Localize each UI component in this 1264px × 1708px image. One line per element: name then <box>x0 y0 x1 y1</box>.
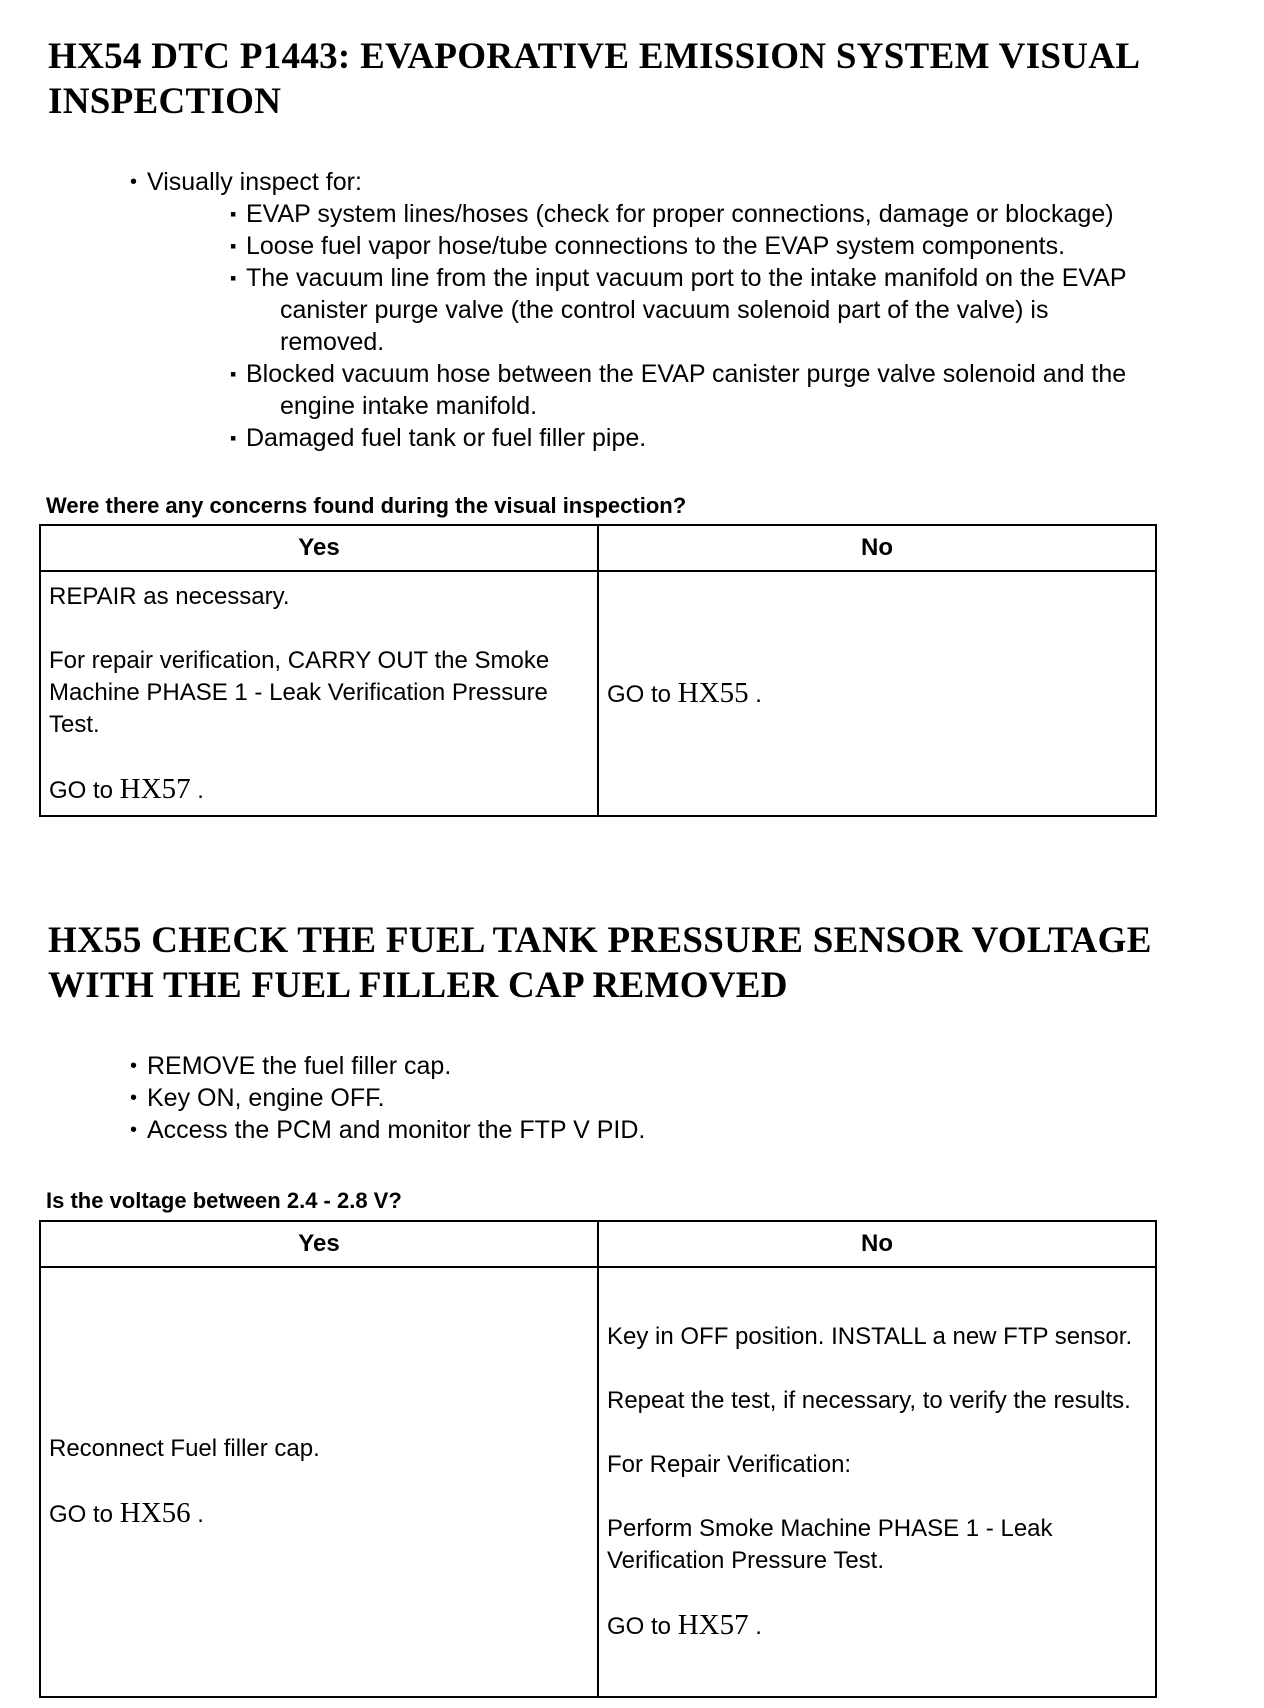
hx55-no-goto: GO to HX57 . <box>607 1609 762 1641</box>
hx54-item-vacuum-line-2: canister purge valve (the control vacuum solenoid part of the valve) is <box>280 296 1049 324</box>
hx54-item-blocked-hose-2: engine intake manifold. <box>280 392 538 420</box>
hx55-link[interactable]: HX55 <box>677 676 749 709</box>
hx55-no-install: Key in OFF position. INSTALL a new FTP sensor. <box>607 1323 1133 1350</box>
hx55-yes-reconnect: Reconnect Fuel filler cap. <box>49 1435 320 1462</box>
hx54-yes-verification: For repair verification, CARRY OUT the Smoke Machine PHASE 1 - Leak Verification Pressure Test. <box>49 646 550 738</box>
hx54-intro-item: • Visually inspect for: <box>0 166 1264 198</box>
hx54-item-vacuum-line-1: The vacuum line from the input vacuum port to the intake manifold on the EVAP <box>246 264 1127 292</box>
hx54-no-goto: GO to HX55 . <box>607 676 762 709</box>
hx54-item-vacuum-line-3: removed. <box>280 328 385 356</box>
hx55-no-repeat: Repeat the test, if necessary, to verify the results. <box>607 1387 1131 1414</box>
hx54-yes-header: Yes <box>40 525 598 571</box>
hx54-yes-goto: GO to HX57 . <box>49 772 204 805</box>
hx55-no-cell <box>598 1267 1156 1697</box>
hx54-decision-table <box>39 524 1157 817</box>
hx54-item-blocked-hose-1: Blocked vacuum hose between the EVAP canister purge valve solenoid and the <box>246 360 1127 388</box>
hx54-no-cell <box>598 571 1156 816</box>
hx56-link[interactable]: HX56 <box>119 1497 191 1529</box>
hx54-item-blocked-hose <box>0 358 1264 422</box>
hx54-title: HX54 DTC P1443: EVAPORATIVE EMISSION SYSTEM VISUAL INSPECTION <box>48 36 1139 122</box>
hx55-yes-goto: GO to HX56 . <box>49 1497 204 1529</box>
hx55-decision-table <box>39 1220 1157 1698</box>
hx55-no-smoke-test: Perform Smoke Machine PHASE 1 - Leak Verification Pressure Test. <box>607 1515 1053 1574</box>
hx54-item-vacuum-line <box>0 262 1264 358</box>
hx55-checklist <box>0 1050 1264 1146</box>
hx55-no-header: No <box>598 1221 1156 1267</box>
hx54-checklist <box>0 166 1264 454</box>
hx57-link[interactable]: HX57 <box>677 1609 749 1641</box>
hx55-question: Is the voltage between 2.4 - 2.8 V? <box>46 1188 402 1213</box>
hx55-yes-header: Yes <box>40 1221 598 1267</box>
hx54-yes-repair: REPAIR as necessary. <box>49 582 290 610</box>
hx55-title: HX55 CHECK THE FUEL TANK PRESSURE SENSOR VOLTAGE WITH THE FUEL FILLER CAP REMOVED <box>48 920 1152 1006</box>
hx54-item-lines-hoses: ▪ EVAP system lines/hoses (check for proper connections, damage or blockage) <box>0 198 1264 230</box>
hx55-no-verification-label: For Repair Verification: <box>607 1451 852 1478</box>
hx55-item-remove-cap: • REMOVE the fuel filler cap. <box>0 1050 1264 1082</box>
hx54-no-header: No <box>598 525 1156 571</box>
hx54-item-damaged-tank: ▪ Damaged fuel tank or fuel filler pipe. <box>0 422 1264 454</box>
hx55-yes-cell <box>40 1267 598 1697</box>
hx54-question: Were there any concerns found during the visual inspection? <box>46 493 687 518</box>
hx54-yes-cell <box>40 571 598 816</box>
hx57-link[interactable]: HX57 <box>119 772 191 805</box>
hx55-item-key-on: • Key ON, engine OFF. <box>0 1082 1264 1114</box>
hx55-item-monitor-pid: • Access the PCM and monitor the FTP V PID. <box>0 1114 1264 1146</box>
hx54-item-loose-connections: ▪ Loose fuel vapor hose/tube connections to the EVAP system components. <box>0 230 1264 262</box>
